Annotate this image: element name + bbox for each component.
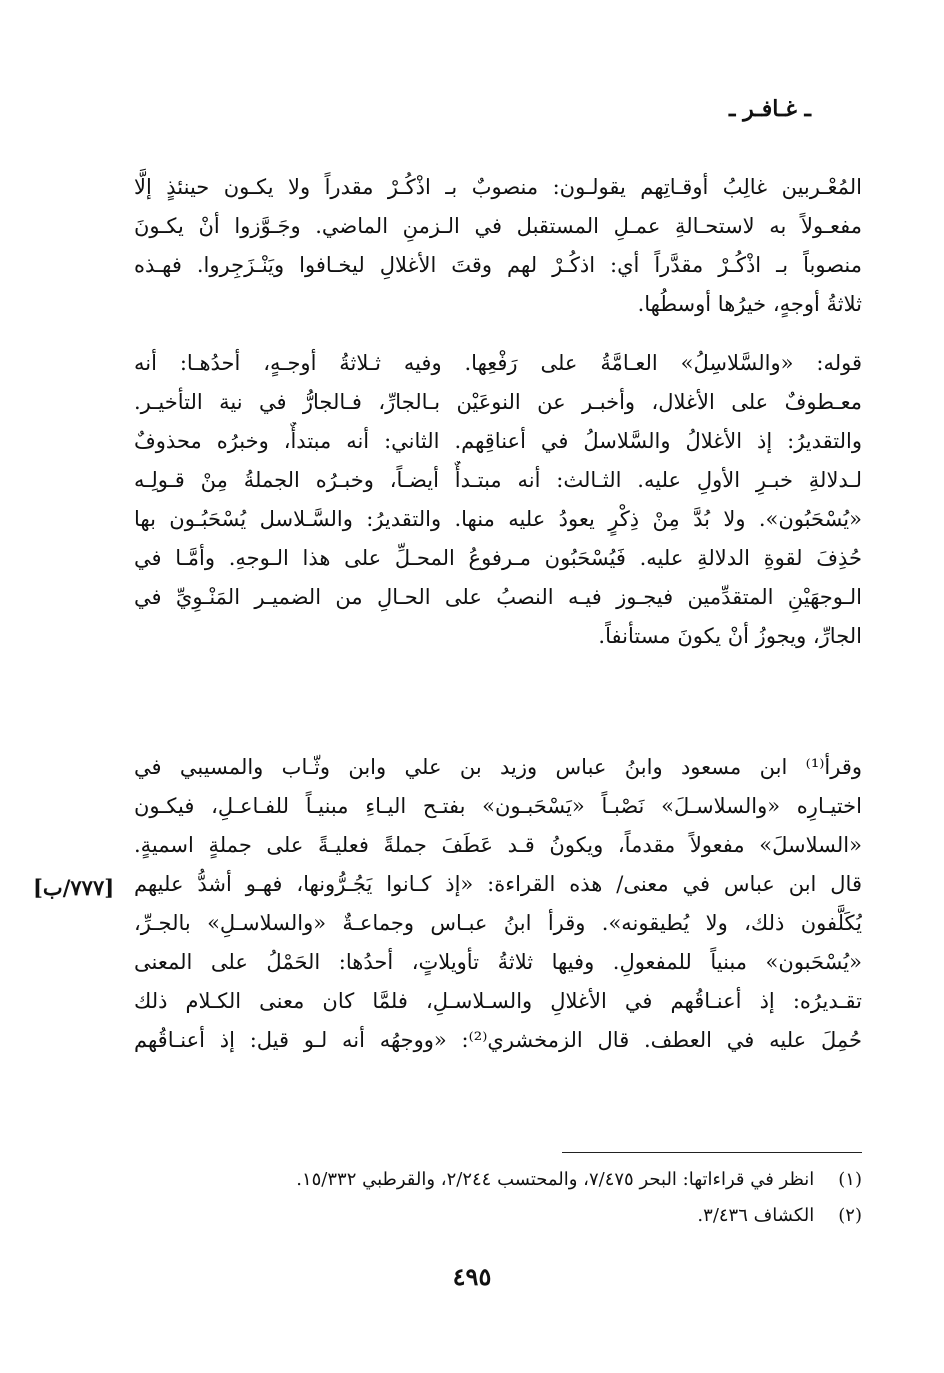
text-line: قال ابن عباس في معنى/ هذه القراءة: «إذ كـانوا يَجُـرُّونها، فهـو أشدُّ عليهم [134,872,862,896]
paragraph-2 [134,344,862,656]
footnote-item [134,1162,862,1198]
text-line: ثلاثةُ أوجهٍ، خيرُها أوسطُها. [637,292,862,316]
text-line: «السلاسلَ» مفعولاً مقدماً، ويكونُ قـد عَطَفَ جملةً فعليـةً على جملةٍ اسميةٍ. [134,833,862,857]
text-line: تقـديرُه: إذ أعنـاقُهم في الأغلالِ والسـلاسـلِ، فلمَّا كان معنى الكـلام ذلك [134,989,862,1013]
text-line: حُذِفَ لقوةِ الدلالةِ عليه. فَيُسْحَبُون مـرفوعُ المحـلِّ على هذا الـوجهِ. وأمَّـا في [134,546,862,570]
paragraph-3 [134,748,862,1060]
text-line: «يُسْحَبون» مبنياً للمفعولِ. وفيها ثلاثةُ تأويلاتٍ، أحدُها: الحَمْلُ على المعنى [134,950,862,974]
text-line: الجارِّ، ويجوزُ أنْ يكونَ مستأنفاً. [598,624,862,648]
text-line: قوله: «والسَّلاسِلُ» العـامَّةُ على رَفْعِها. وفيه ثـلاثةُ أوجـهٍ، أحدُهـا: أنه [134,351,862,375]
footnote-number: (٢) [838,1205,862,1226]
footnote-text: الكشاف ٣/٤٣٦. [697,1205,815,1226]
running-head: ـ غـافـر ـ [729,96,811,122]
paragraph-1 [134,168,862,324]
text-line: والتقديرُ: إذ الأغلالُ والسَّلاسلُ في أعناقِهم. الثاني: أنه مبتدأٌ، وخبرُه محذوفٌ [134,429,862,453]
text-line: الـوجهَيْنِ المتقدِّمين فيجـوز فيـه النصبُ على الحـالِ من الضميـر المَنْـوِيِّ في [134,585,862,609]
text-line: يُكَلَّفون ذلك، ولا يُطيقونه». وقرأ ابنُ عبـاس وجماعـةٌ «والسلاسـلِ» بالجـرِّ، [134,911,862,935]
footnote-item [134,1198,862,1234]
footnote-number: (١) [838,1169,862,1190]
footnotes [134,1162,862,1234]
footnote-text: انظر في قراءاتها: البحر ٧/٤٧٥، والمحتسب ٢/٢٤٤، والقرطبي ١٥/٣٣٢. [296,1169,815,1190]
text-line: لـدلالةِ خبـرِ الأولِ عليه. الثـالث: أنه مبتـدأٌ أيضـاً، وخبـرُه الجملةُ مِنْ قـولِـه [134,468,862,492]
footnote-divider [562,1152,862,1153]
text-line: وقرأ⁽¹⁾ ابن مسعود وابنُ عباس وزيد بن علي وابن وثّـاب والمسيبي في [134,755,862,779]
text-line: «يُسْحَبُون». ولا بُدَّ مِنْ ذِكْرٍ يعودُ عليه منها. والتقديرُ: والسَّـلاسل يُسْحَبُـون بها [134,507,862,531]
text-line: اختيـارِه «والسلاسـلَ» نَصْبـاً «يَسْحَبـون» بفتـح اليـاءِ مبنيـاً للفـاعـلِ، فيكـون [134,794,862,818]
text-line: مفعـولاً به لاستحـالةِ عمـلِ المستقبل في الـزمنِ الماضي. وجَـوَّزوا أنْ يكـونَ [134,214,862,238]
text-line: حُمِلَ عليه في العطف. قال الزمخشري⁽²⁾: «ووجهُه أنه لـو قيل: إذ أعنـاقُهم [134,1028,862,1052]
text-line: المُعْـربين غالِبُ أوقـاتِهم يقولـون: منصوبٌ بـ اذْكُـرْ مقدراً ولا يكـون حينئذٍ إلَّا [134,175,862,199]
text-line: معـطوفٌ على الأغلال، وأخبـر عن النوعَيْن بـالجارِّ، فـالجارُّ في نية التأخيـر. [134,390,862,414]
page-number: ٤٩٥ [452,1262,492,1291]
text-line: منصوباً بـ اذْكُـرْ مقدَّراً أي: اذكُـرْ لهم وقتَ الأغلالِ ليخـافوا ويَنْـزَجِروا. فهـذه [134,253,862,277]
manuscript-folio-reference: [٧٧٧/ب] [33,875,115,900]
